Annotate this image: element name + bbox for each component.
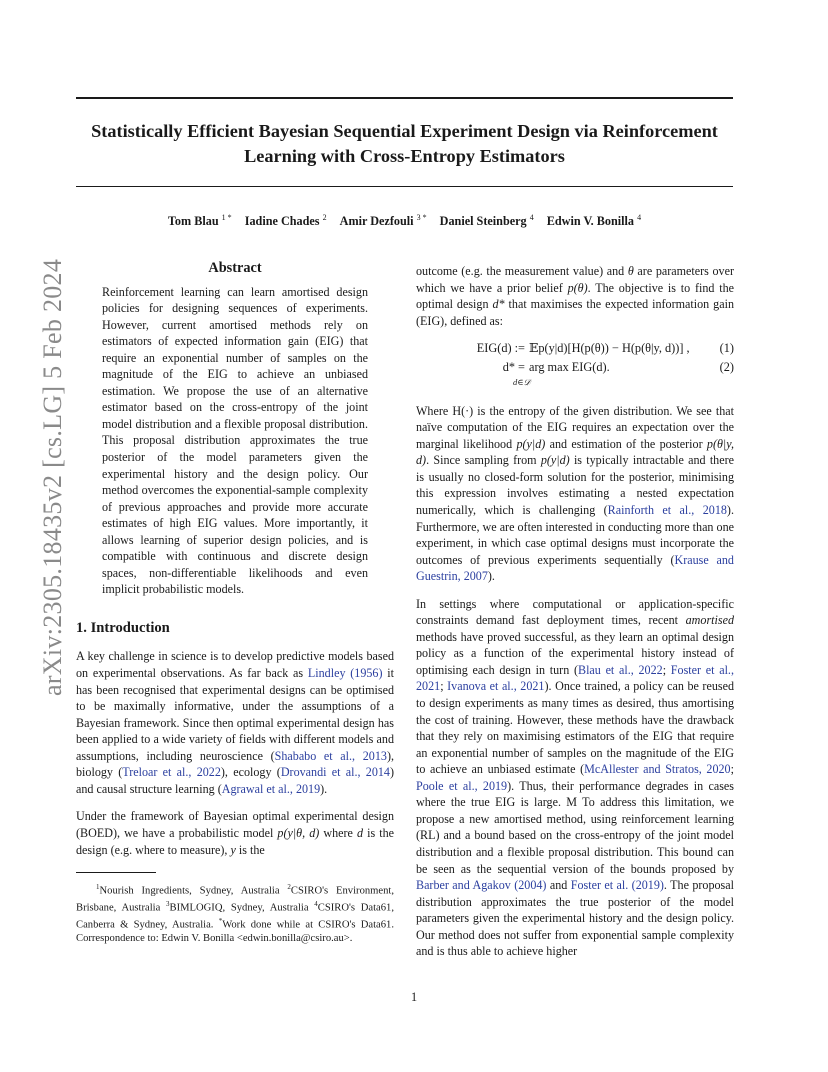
author: Daniel Steinberg $^4$ [439,213,534,229]
citation-link[interactable]: Ivanova et al., 2021 [447,679,545,694]
author: Amir Dezfouli $^{3 *}$ [339,213,427,229]
equation-1: EIG(d) := 𝔼p(y|d)[H(p(θ)) − H(p(θ|y, d))] , (1) [476,341,734,356]
arxiv-identifier-stamp: arXiv:2305.18435v2 [cs.LG] 5 Feb 2024 [38,258,67,696]
author: Edwin V. Bonilla $^4$ [546,213,642,229]
intro-paragraph-1: A key challenge in science is to develop predictive models based on experimental observations. As far back as Lindley (1956) it has been recognised that experimental designs can be optimised to be maximally informative, under the assumptions of a Bayesian framework. Since then optimal experimental design has been applied to a wide variety of fields with different models and assumptions, including neuroscience (Shababo et al., 2013), biology (Treloar et al., 2022), ecology (Drovandi et al., 2014) and causal structure learning (Agrawal et al., 2019). [76,649,395,796]
right-paragraph-2: Where H(·) is the entropy of the given distribution. We see that naïve computation of the EIG requires an expectation over the marginal likelihood p(y|d) and estimation of the posterior p(θ|y, d). Since sampling from p(y|d) is typically intractable and there is usually no closed-form solution for the posterior, minimising this expression involves estimating a nested expectation numerically, which is challenging (Rainforth et al., 2018). Furthermore, we are often interested in conducting more than one experiment, in which case optimal designs must incorporate the outcomes of previous experiments sequentially (Krause and Guestrin, 2007). [416,403,734,584]
citation-link[interactable]: Treloar et al., 2022 [122,765,221,780]
title-line-1: Statistically Efficient Bayesian Sequential Experiment Design via Reinforcement [91,121,718,141]
citation-link[interactable]: Agrawal et al., 2019 [221,781,321,796]
title-line-2: Learning with Cross-Entropy Estimators [244,146,565,166]
affiliation-footnote: $^1$Nourish Ingredients, Sydney, Australia $^2$CSIRO's Environment, Brisbane, Australia $^3$BIMLOGIQ, Sydney, Australia $^4$CSIRO's Data61, Canberra & Sydney, Australia. *Work done while at CSIRO's Data61. Correspondence to: Edwin V. Bonilla <edwin.bonilla@csiro.au>. [76,883,395,945]
citation-link[interactable]: Blau et al., 2022 [578,662,663,677]
title-rule-bottom [76,186,733,187]
citation-link[interactable]: Foster et al., 2021 [416,662,734,694]
title-rule-top [76,97,733,99]
right-column [416,263,734,971]
citation-link[interactable]: Drovandi et al., 2014 [280,765,390,780]
citation-link[interactable]: Shababo et al., 2013 [274,748,387,763]
author-list [76,213,733,229]
right-paragraph-1: outcome (e.g. the measurement value) and θ are parameters over which we have a prior belief p(θ). The objective is to find the optimal design d* that maximises the expected information gain (EIG), defined as: [416,264,734,328]
citation-link[interactable]: Foster et al. (2019) [570,878,664,893]
abstract-heading: Abstract [208,260,262,276]
author: Iadine Chades $^2$ [244,213,327,229]
abstract-body: Reinforcement learning can learn amortised design policies for designing sequences of experiments. However, current amortised methods rely on estimators of expected information gain (EIG) that require an exponential number of samples on the magnitude of the EIG to achieve an unbiased estimation. We propose the use of an alternative estimator based on the cross-entropy of the joint model distribution and a flexible proposal distribution. This proposal distribution approximates the true posterior of the model parameters given the experimental history and the design policy. Our method overcomes the exponential-sample complexity of previous approaches and provide more accurate estimates of high EIG values. More importantly, it allows learning of superior design policies, and is compatible with continuous and discrete design spaces, non-differentiable likelihoods and even implicit probabilistic models. [102,284,368,597]
citation-link[interactable]: McAllester and Stratos, 2020 [584,762,731,777]
left-column [76,260,394,946]
equation-2: d* = arg max EIG(d). (2) [502,360,734,375]
citation-link[interactable]: Krause and Guestrin, 2007 [416,552,734,584]
page-number: 1 [410,990,418,1004]
intro-paragraph-2: Under the framework of Bayesian optimal experimental design (BOED), we have a probabilistic model p(y|θ, d) where d is the design (e.g. where to measure), y is the [76,809,394,857]
citation-link[interactable]: Lindley (1956) [307,666,383,681]
argmax-subscript: d∈𝒟 [513,377,531,388]
citation-link[interactable]: Rainforth et al., 2018 [607,503,727,518]
citation-link[interactable]: Poole et al., 2019 [416,778,508,793]
citation-link[interactable]: Barber and Agakov (2004) [416,878,547,893]
equation-number: (1) [719,341,734,356]
section-heading-introduction: 1. Introduction [76,619,170,636]
footnote-divider [76,872,156,873]
equation-number: (2) [719,360,734,375]
author: Tom Blau $^{1 *}$ [167,213,232,229]
equation-block [416,340,734,391]
paper-title [76,119,733,169]
right-paragraph-3: In settings where computational or application-specific constraints demand fast deployment times, recent amortised methods have proved successful, as they learn an optimal design policy as a function of the experimental history instead of optimising each design in turn (Blau et al., 2022; Foster et al., 2021; Ivanova et al., 2021). Once trained, a policy can be reused to design experiments as many times as desired, thus amortising the cost of training. However, these methods have the drawback that they rely on maximising estimators of the EIG that require an exponential number of samples on the magnitude of the EIG to achieve an unbiased estimate (McAllester and Stratos, 2020; Poole et al., 2019). Thus, their performance degrades in cases where the true EIG is large. M To address this limitation, we propose a new amortised method, using reinforcement learning (RL) and a bound based on the cross-entropy of the joint model distribution and a flexible proposal distribution. This bound can be seen as the sequential version of the bounds proposed by Barber and Agakov (2004) and Foster et al. (2019). The proposal distribution approximates the true posterior of the model parameters given the experimental history and the design policy. Our method does not suffer from exponential sample complexity and is thus able to achieve higher [416,596,734,959]
